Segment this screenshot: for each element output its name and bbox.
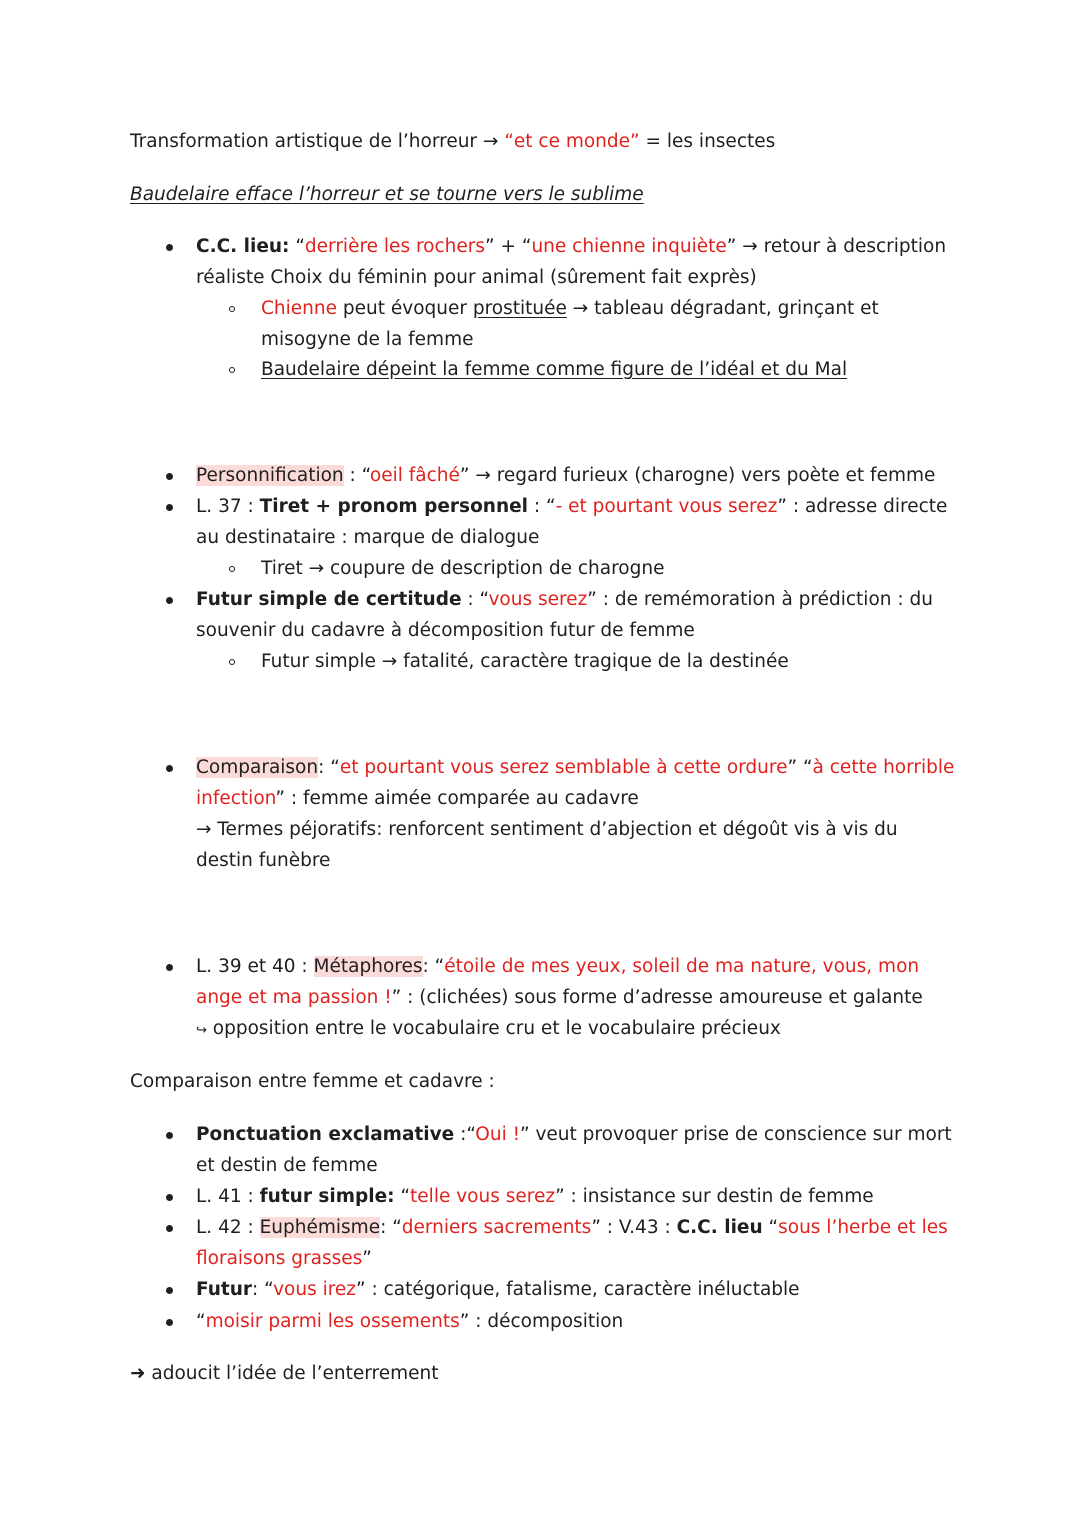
- bullet-icon: [166, 1194, 173, 1201]
- text: : “: [252, 1279, 274, 1300]
- bullet-icon: [166, 1132, 173, 1139]
- conclusion-line: ➜ adoucit l’idée de l’enterrement: [130, 1363, 439, 1384]
- quote: derniers sacrements: [401, 1217, 592, 1238]
- text: : “: [318, 757, 340, 778]
- bullet-text: [196, 495, 947, 519]
- bullet-text: [196, 756, 954, 780]
- text: : “: [461, 589, 489, 610]
- underlined-term: prostituée: [472, 298, 567, 319]
- bullet-text: [196, 464, 935, 488]
- bullet-text-cont: [196, 1017, 781, 1043]
- section-heading: Baudelaire efface l’horreur et se tourne vers le sublime: [130, 184, 644, 205]
- text: ” : insistance sur destin de femme: [555, 1186, 874, 1207]
- quote: floraisons grasses: [196, 1248, 363, 1269]
- text: ” : V.43 :: [591, 1217, 677, 1238]
- bullet-text-cont: destin funèbre: [196, 850, 331, 871]
- bullet-text: [196, 1123, 952, 1147]
- text: L. 41 :: [196, 1186, 260, 1207]
- text: ” : femme aimée comparée au cadavre: [275, 788, 639, 809]
- text: ” + “: [485, 236, 532, 257]
- quote: moisir parmi les ossements: [205, 1311, 460, 1332]
- quote: derrière les rochers: [304, 236, 485, 257]
- quote: et pourtant vous serez semblable à cette ordure: [339, 757, 788, 778]
- highlighted-term: Comparaison: [196, 757, 319, 778]
- bullet-icon: [166, 964, 173, 971]
- term: Ponctuation exclamative: [196, 1124, 455, 1145]
- text: “: [289, 236, 305, 257]
- quote: étoile de mes yeux, soleil de ma nature, vous, mon: [444, 956, 920, 977]
- sub-bullet-icon: [229, 566, 235, 572]
- term: Futur: [196, 1279, 253, 1300]
- bullet-text-cont: [196, 787, 639, 811]
- text: ” “: [787, 757, 813, 778]
- text: : “: [380, 1217, 402, 1238]
- bullet-icon: [166, 1319, 173, 1326]
- quote: “et ce monde”: [504, 131, 640, 152]
- bullet-text-cont: souvenir du cadavre à décomposition futur de femme: [196, 620, 695, 641]
- bullet-text: [196, 955, 919, 979]
- sub-bullet-text: Futur simple → fatalité, caractère tragique de la destinée: [261, 651, 789, 672]
- text: ”: [362, 1248, 372, 1269]
- quote: à cette horrible: [812, 757, 955, 778]
- sub-bullet-icon: [229, 367, 235, 373]
- text: opposition entre le vocabulaire cru et le vocabulaire précieux: [206, 1018, 781, 1039]
- text: ” : décomposition: [459, 1311, 624, 1332]
- bullet-icon: [166, 504, 173, 511]
- text: ” : (clichées) sous forme d’adresse amoureuse et galante: [391, 987, 923, 1008]
- sub-bullet-icon: [229, 659, 235, 665]
- sub-bullet-text: [261, 297, 879, 321]
- text: ” veut provoquer prise de conscience sur mort: [520, 1124, 952, 1145]
- bullet-icon: [166, 473, 173, 480]
- text: L. 37 :: [196, 496, 260, 517]
- text: = les insectes: [639, 131, 776, 152]
- intro-line: [130, 130, 775, 154]
- text: :“: [454, 1124, 476, 1145]
- quote: une chienne inquiète: [531, 236, 727, 257]
- text: ” → regard furieux (charogne) vers poète et femme: [459, 465, 936, 486]
- bullet-text: [196, 1278, 800, 1302]
- text: “: [762, 1217, 779, 1238]
- text: L. 42 :: [196, 1217, 260, 1238]
- text: → tableau dégradant, grinçant et: [566, 298, 879, 319]
- quote: Chienne: [261, 298, 337, 319]
- text: ” : catégorique, fatalisme, caractère inéluctable: [356, 1279, 800, 1300]
- bullet-text-cont: réaliste Choix du féminin pour animal (sûrement fait exprès): [196, 267, 757, 288]
- sub-bullet-text-cont: misogyne de la femme: [261, 329, 474, 350]
- paragraph: Comparaison entre femme et cadavre :: [130, 1071, 495, 1092]
- bullet-text-cont: [196, 1247, 372, 1271]
- highlighted-term: Métaphores: [313, 956, 423, 977]
- bullet-text: [196, 235, 946, 259]
- text: ” → retour à description: [726, 236, 947, 257]
- highlighted-term: Euphémisme: [259, 1217, 381, 1238]
- quote: infection: [196, 788, 276, 809]
- bullet-text: [196, 1216, 948, 1240]
- term: Tiret + pronom personnel: [259, 496, 529, 517]
- text: “: [394, 1186, 411, 1207]
- quote: oeil fâché: [369, 465, 460, 486]
- bullet-icon: [166, 1225, 173, 1232]
- text: L. 39 et 40 :: [196, 956, 314, 977]
- term: Futur simple de certitude: [196, 589, 462, 610]
- bullet-text-cont: et destin de femme: [196, 1155, 378, 1176]
- highlighted-term: Personnification: [196, 465, 344, 486]
- text: : “: [528, 496, 556, 517]
- term: C.C. lieu: [676, 1217, 763, 1238]
- text: ” : adresse directe: [777, 496, 948, 517]
- text: peut évoquer: [337, 298, 473, 319]
- quote: ange et ma passion !: [196, 987, 392, 1008]
- term: C.C. lieu:: [196, 236, 290, 257]
- bullet-icon: [166, 1287, 173, 1294]
- sub-bullet-text: Baudelaire dépeint la femme comme figure de l’idéal et du Mal: [261, 359, 848, 380]
- quote: telle vous serez: [410, 1186, 556, 1207]
- bullet-icon: [166, 597, 173, 604]
- text: Transformation artistique de l’horreur →: [130, 131, 505, 152]
- bullet-text: [196, 1185, 874, 1209]
- quote: - et pourtant vous serez: [555, 496, 778, 517]
- term: futur simple:: [259, 1186, 395, 1207]
- quote: sous l’herbe et les: [778, 1217, 948, 1238]
- quote: Oui !: [475, 1124, 521, 1145]
- sub-bullet-icon: [229, 306, 235, 312]
- text: : “: [343, 465, 370, 486]
- bullet-text-cont: → Termes péjoratifs: renforcent sentiment d’abjection et dégoût vis à vis du: [196, 819, 898, 840]
- hook-arrow-icon: ↪: [196, 1023, 207, 1038]
- text: “: [196, 1311, 206, 1332]
- text: : “: [422, 956, 445, 977]
- bullet-text: [196, 1310, 623, 1334]
- bullet-icon: [166, 244, 173, 251]
- sub-bullet-text: Tiret → coupure de description de charogne: [261, 558, 665, 579]
- bullet-text: [196, 588, 933, 612]
- quote: vous irez: [273, 1279, 357, 1300]
- quote: vous serez: [488, 589, 588, 610]
- text: ” : de remémoration à prédiction : du: [587, 589, 933, 610]
- bullet-icon: [166, 765, 173, 772]
- bullet-text-cont: au destinataire : marque de dialogue: [196, 527, 540, 548]
- bullet-text-cont: [196, 986, 923, 1010]
